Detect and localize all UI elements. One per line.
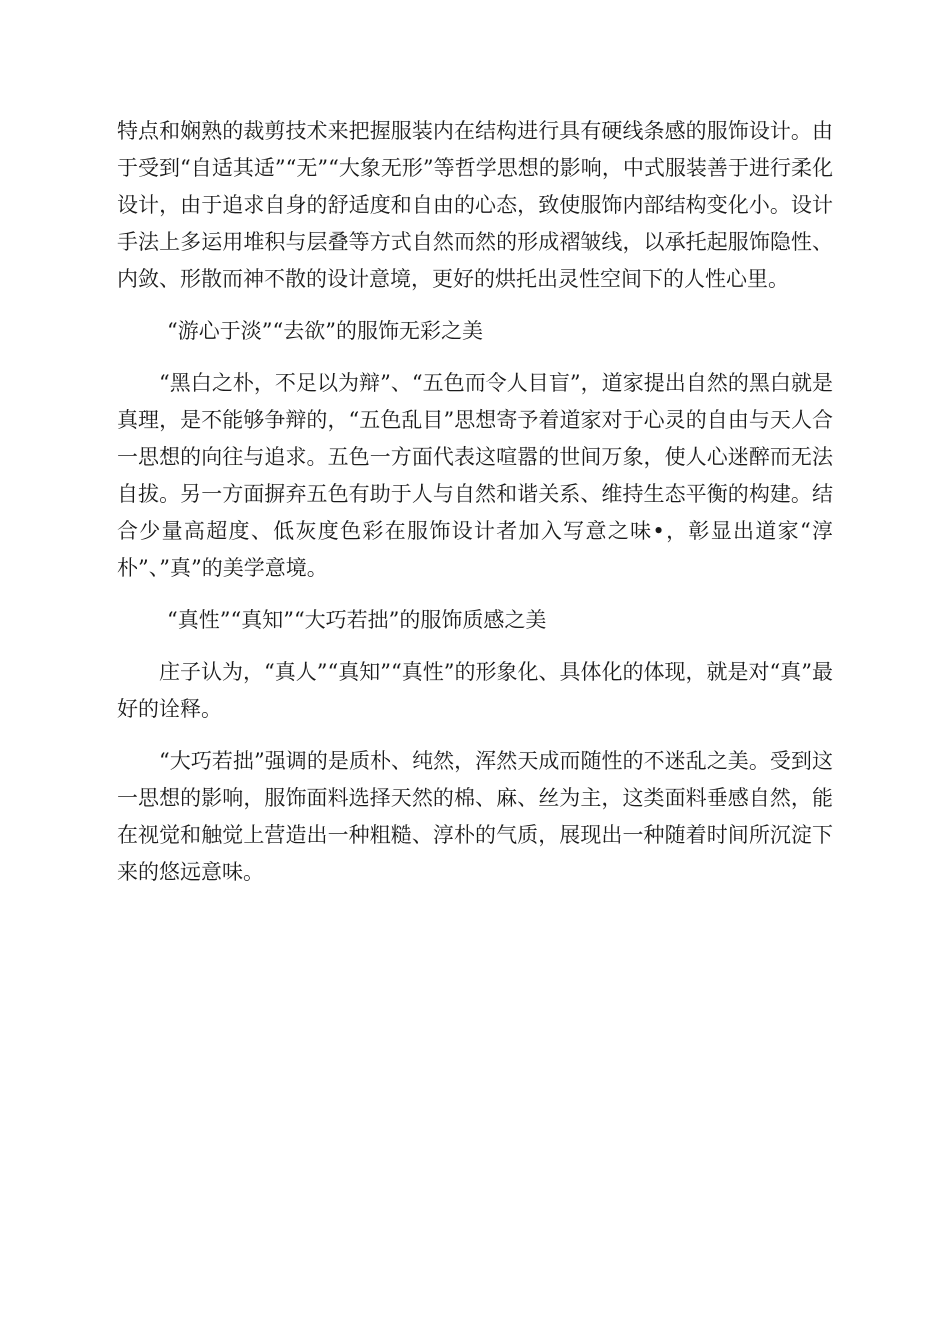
paragraph-black-white: “黑白之朴，不足以为辩”、“五色而令人目盲”，道家提出自然的黑白就是真理，是不能够争辩的，“五色乱目”思想寄予着道家对于心灵的自由与天人合一思想的向往与追求。五色一方面代表这喧嚣的世间万象，使人心迷醉而无法自拔。另一方面摒弃五色有助于人与自然和谐关系、维持生态平衡的构建。结合少量高超度、低灰度色彩在服饰设计者加入写意之味•，彰显出道家“淳朴”、”真”的美学意境。 (117, 371, 833, 580)
paragraph-great-skill: “大巧若拙”强调的是质朴、纯然，浑然天成而随性的不迷乱之美。受到这一思想的影响，服饰面料选择天然的棉、麻、丝为主，这类面料垂感自然，能在视觉和触觉上营造出一种粗糙、淳朴的气质，展现出一种随着时间所沉淀下来的悠远意味。 (117, 749, 833, 884)
paragraph-continued: 特点和娴熟的裁剪技术来把握服装内在结构进行具有硬线条感的服饰设计。由于受到“自适其适”“无”“大象无形”等哲学思想的影响，中式服装善于进行柔化设计，由于追求自身的舒适度和自由的心态，致使服饰内部结构变化小。设计手法上多运用堆积与层叠等方式自然而然的形成褶皱线，以承托起服饰隐性、内敛、形散而神不散的设计意境，更好的烘托出灵性空间下的人性心里。 (117, 119, 833, 291)
section-heading-colorless-beauty: “游心于淡”“去欲”的服饰无彩之美 (167, 319, 483, 343)
section-heading-texture-beauty: “真性”“真知”“大巧若拙”的服饰质感之美 (167, 608, 547, 632)
document-body (117, 113, 833, 906)
paragraph-zhuangzi: 庄子认为，“真人”“真知”“真性”的形象化、具体化的体现，就是对“真”最好的诠释。 (117, 660, 833, 721)
